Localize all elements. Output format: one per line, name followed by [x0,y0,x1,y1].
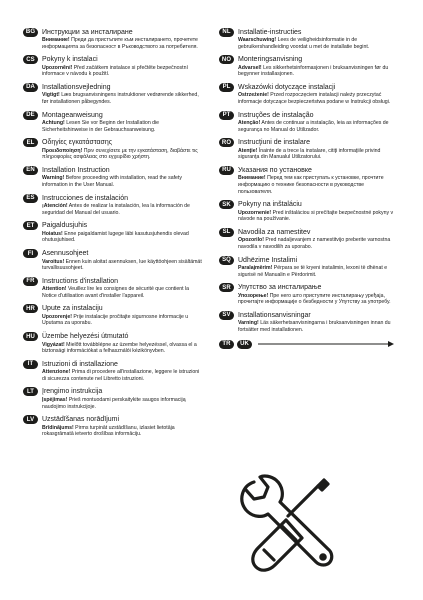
entry-body [238,237,399,250]
entry-header [23,27,203,37]
entry-title: Üzembe helyezési útmutató [42,333,129,341]
language-code-badge: HR [23,304,38,313]
language-entry-no [219,55,399,78]
warning-label: Upozornění! [42,64,73,71]
additional-languages-row [219,338,399,350]
language-code-badge: IT [23,360,38,369]
language-entry-hr [23,304,203,327]
language-code-badge: HU [23,332,38,341]
entry-title: Udhëzime Instalimi [238,256,298,264]
warning-label: Vigyázat! [42,341,65,348]
entry-header [219,227,399,237]
entry-header [23,193,203,203]
language-code-badge: NO [219,55,234,64]
wrench-screwdriver-icon [234,472,344,582]
warning-text: Prima di procedere all'installazione, leggere le istruzioni di sicurezza contenute nel Libretto istruzioni. [42,369,200,382]
entry-header [23,138,203,148]
language-entry-hu [23,332,203,355]
entry-header [23,276,203,286]
entry-body [42,203,203,216]
language-entry-fi [23,249,203,272]
entry-title: Monteringsanvisning [238,56,303,64]
entry-body [42,148,203,161]
entry-title: Οδηγίες εγκατάστασης [42,139,113,147]
warning-text: Перед тем как приступать к установке, прочтите информацию о технике безопасности в руководстве пользователя. [238,175,384,195]
warning-label: ¡Atención! [42,203,68,210]
warning-label: Ostrzeżenie! [238,92,269,99]
warning-label: Waarschuwing! [238,37,277,43]
entry-body [238,265,399,278]
language-entry-pt [219,110,399,133]
warning-text: Преди да пристъпите към инсталирането, прочетете информацията за безопасност в Ръководството за потребителя. [42,37,198,50]
warning-label: Attenzione! [42,369,71,376]
entry-title: Upute za instalaciju [42,305,103,313]
entry-title: Instrucţiuni de instalare [238,139,310,147]
language-code-badge: ES [23,194,38,203]
language-entry-lt [23,387,203,410]
entry-body [238,293,399,306]
entry-body [42,120,203,133]
entry-title: Pokyny k instalaci [42,56,98,64]
entry-header [23,359,203,369]
language-code-badge: SR [219,283,234,292]
warning-label: Upozornenie! [238,209,272,216]
entry-body [42,397,203,410]
warning-text: Veuillez lire les consignes de sécurité que contient la Notice d'utilisation avant d'installer l'appareil. [42,286,190,299]
entry-body [238,210,399,223]
entry-title: Asennusohjeet [42,250,89,257]
warning-text: Antes de continuar a instalação, leia as informações de segurança no Manual do Utilizador. [238,120,389,133]
language-entry-de [23,110,203,133]
entry-header [23,110,203,120]
entry-header [219,55,399,65]
warning-label: Hoiatus! [42,230,63,237]
warning-text: Ennen kuin aloitat asennuksen, lue käyttöohjeen sisältämät turvallisuusohjeet. [42,258,202,272]
arrow-right-icon [256,340,396,348]
entry-body [238,175,399,195]
language-entry-sl [219,227,399,250]
warning-text: Lees de veiligheidsinformatie in de gebruikershandleiding voordat u met de installatie begint. [238,37,370,50]
language-code-badge: PL [219,83,234,92]
entry-header [23,55,203,65]
warning-text: Πριν συνεχίσετε με την εγκατάσταση, διαβάστε τις πληροφορίες ασφάλειας στο εγχειρίδιο χρήστη. [42,147,198,161]
entry-header [219,27,399,37]
warning-label: Vigtigt! [42,92,60,99]
entry-title: Инструкции за инсталиране [42,28,133,36]
warning-label: Advarsel! [238,64,262,71]
warning-label: Įspėjimas! [42,396,68,403]
language-entry-nl [219,27,399,50]
language-entry-sv [219,310,399,333]
entry-title: Istruzioni di installazione [42,360,118,368]
warning-text: Lesen Sie vor Beginn der Installation die Sicherheitshinweise in der Gebrauchsanweisung. [42,120,160,133]
language-code-badge: BG [23,28,38,37]
entry-title: Įrengimo instrukcija [42,388,103,396]
language-code-badge: DE [23,111,38,120]
entry-title: Упутство за инсталирање [238,284,322,292]
language-code-badge: FI [23,249,38,258]
entry-header [23,332,203,342]
warning-label: Внимание! [238,175,266,182]
entry-body [238,65,399,78]
warning-label: Atenção! [238,120,261,127]
language-code-badge: EL [23,138,38,147]
entry-header [23,221,203,231]
language-entry-it [23,359,203,382]
language-code-badge: LT [23,387,38,396]
entry-header [23,165,203,175]
entry-header [219,200,399,210]
entry-title: Instructions d'installation [42,277,119,285]
language-entry-sk [219,200,399,223]
warning-text: Përpara se të kryeni instalimin, lexoni të dhënat e sigurisë në Manualin e Përdorimit. [238,265,388,278]
language-entry-ro [219,138,399,161]
entry-body [238,92,399,105]
entry-header [219,110,399,120]
language-entry-fr [23,276,203,299]
language-entry-es [23,193,203,216]
entry-body [42,342,203,355]
language-code-badge: RU [219,166,234,175]
entry-title: Wskazówki dotyczące instalacji [238,83,336,91]
warning-text: Antes de realizar la instalación, lea la información de seguridad del Manual del usuario. [42,203,190,216]
warning-text: Prije instalacije pročitajte sigurnosne informacije u Uputama za uporabu. [42,313,189,327]
entry-header [219,82,399,92]
entry-header [219,283,399,293]
entry-title: Navodila za namestitev [238,228,311,236]
entry-header [219,165,399,175]
language-code-badge: RO [219,138,234,147]
warning-text: Enne paigaldamist lugege läbi kasutusjuhendis olevad ohutusjuhised. [42,230,189,244]
entry-title: Installation Instruction [42,166,110,174]
warning-label: Atenţie! [238,147,258,154]
warning-text: Przed rozpoczęciem instalacji należy przeczytać informacje dotyczące bezpieczeństwa podane w Instrukcji obsługi. [238,92,391,105]
language-entry-en [23,165,203,188]
language-code-badge: EN [23,166,38,175]
entry-title: Uzstādīšanas norādījumi [42,416,120,424]
warning-label: Varning! [238,320,259,327]
warning-text: Пре него што приступите инсталирању уређаја, прочитајте информације о безбедности у Упутству за употребу. [238,292,391,306]
warning-label: Внимание! [42,37,70,43]
warning-label: Attention! [42,286,67,293]
entry-header [219,138,399,148]
warning-label: Opozorilo! [238,237,264,244]
warning-text: Læs brugsanvisningens instruktioner vedrørende sikkerhed, før installationen påbegyndes. [42,92,199,105]
language-entry-lv [23,415,203,438]
entry-body [238,120,399,133]
language-code-badge: PT [219,111,234,120]
language-code-badge: SL [219,228,234,237]
warning-text: Pirms turpināt uzstādīšanu, izlasiet lietotāja rokasgrāmatā ietverto drošības informāciju. [42,424,175,438]
entry-title: Installationsvejledning [42,83,111,91]
entry-header [23,82,203,92]
language-code-badge: ET [23,221,38,230]
entry-header [23,415,203,425]
language-entry-cs [23,55,203,78]
entry-body [238,148,399,161]
entry-body [42,314,203,327]
entry-body [42,37,203,50]
warning-label: Упозорење! [238,292,269,299]
entry-title: Instrucciones de instalación [42,194,128,202]
right-language-column [219,27,399,350]
entry-header [23,387,203,397]
language-entry-pl [219,82,399,105]
warning-label: Warning! [42,175,65,182]
entry-title: Указания по установке [238,166,312,174]
language-entry-et [23,221,203,244]
warning-text: Mielőtt továbblépne az üzembe helyezéssel, olvassa el a biztonsági információkat a felhasználói kézikönyvben. [42,341,197,355]
language-code-badge: FR [23,277,38,286]
language-code-badge: TR [219,340,234,349]
language-entry-el [23,138,203,161]
entry-body [238,37,399,50]
warning-text: Înainte de a trece la instalare, citiţi informaţiile privind siguranţa din Manualul Utilizatorului. [238,147,381,161]
language-code-badge: SQ [219,256,234,265]
entry-title: Montageanweisung [42,111,103,119]
language-entry-bg [23,27,203,50]
language-entry-sr [219,283,399,306]
warning-label: Upozorenje! [42,313,72,320]
language-entry-ru [219,165,399,195]
entry-title: Pokyny na inštaláciu [238,201,302,209]
language-code-badge: DA [23,83,38,92]
warning-text: Pred nadaljevanjem z namestitvijo preberite varnostna navodila v navodilih za uporabo. [238,237,391,250]
entry-body [42,65,203,78]
left-language-column [23,27,203,442]
warning-text: Prieš montuodami perskaitykite saugos informaciją naudojimo instrukcijoje. [42,396,186,410]
entry-header [23,249,203,259]
entry-header [219,310,399,320]
warning-text: Läs säkerhetsanvisningarna i bruksanvisningen innan du fortsätter med installationen. [238,320,391,334]
entry-header [219,255,399,265]
warning-text: Před začátkem instalace si přečtěte bezpečnostní informace v návodu k použití. [42,64,188,78]
language-code-badge: SV [219,311,234,320]
warning-label: Προειδοποίηση! [42,147,83,154]
warning-label: Brīdinājums! [42,424,74,431]
entry-body [42,259,203,272]
entry-title: Instruções de instalação [238,111,314,119]
entry-body [42,175,203,188]
language-code-badge: CS [23,55,38,64]
entry-body [42,231,203,244]
language-entry-sq [219,255,399,278]
warning-text: Les sikkerhetsinformasjonen i bruksanvisningen før du begynner installasjonen. [238,64,389,78]
language-code-badge: LV [23,415,38,424]
warning-label: Paralajmërim! [238,265,273,272]
entry-body [238,320,399,333]
language-code-badge: UK [237,340,252,349]
entry-header [23,304,203,314]
entry-title: Installationsanvisningar [238,311,311,319]
warning-label: Varoitus! [42,258,65,265]
warning-text: Before proceeding with installation, read the safety information in the User Manual. [42,175,182,189]
warning-text: Pred inštaláciou si prečítajte bezpečnostné pokyny v návode na používanie. [238,209,394,223]
entry-body [42,286,203,299]
entry-body [42,369,203,382]
entry-title: Paigaldusjuhis [42,222,88,230]
entry-body [42,92,203,105]
language-code-badge: NL [219,28,234,37]
warning-label: Achtung! [42,120,65,127]
entry-body [42,425,203,438]
entry-title: Installatie-instructies [238,28,302,36]
language-entry-da [23,82,203,105]
language-code-badge: SK [219,200,234,209]
